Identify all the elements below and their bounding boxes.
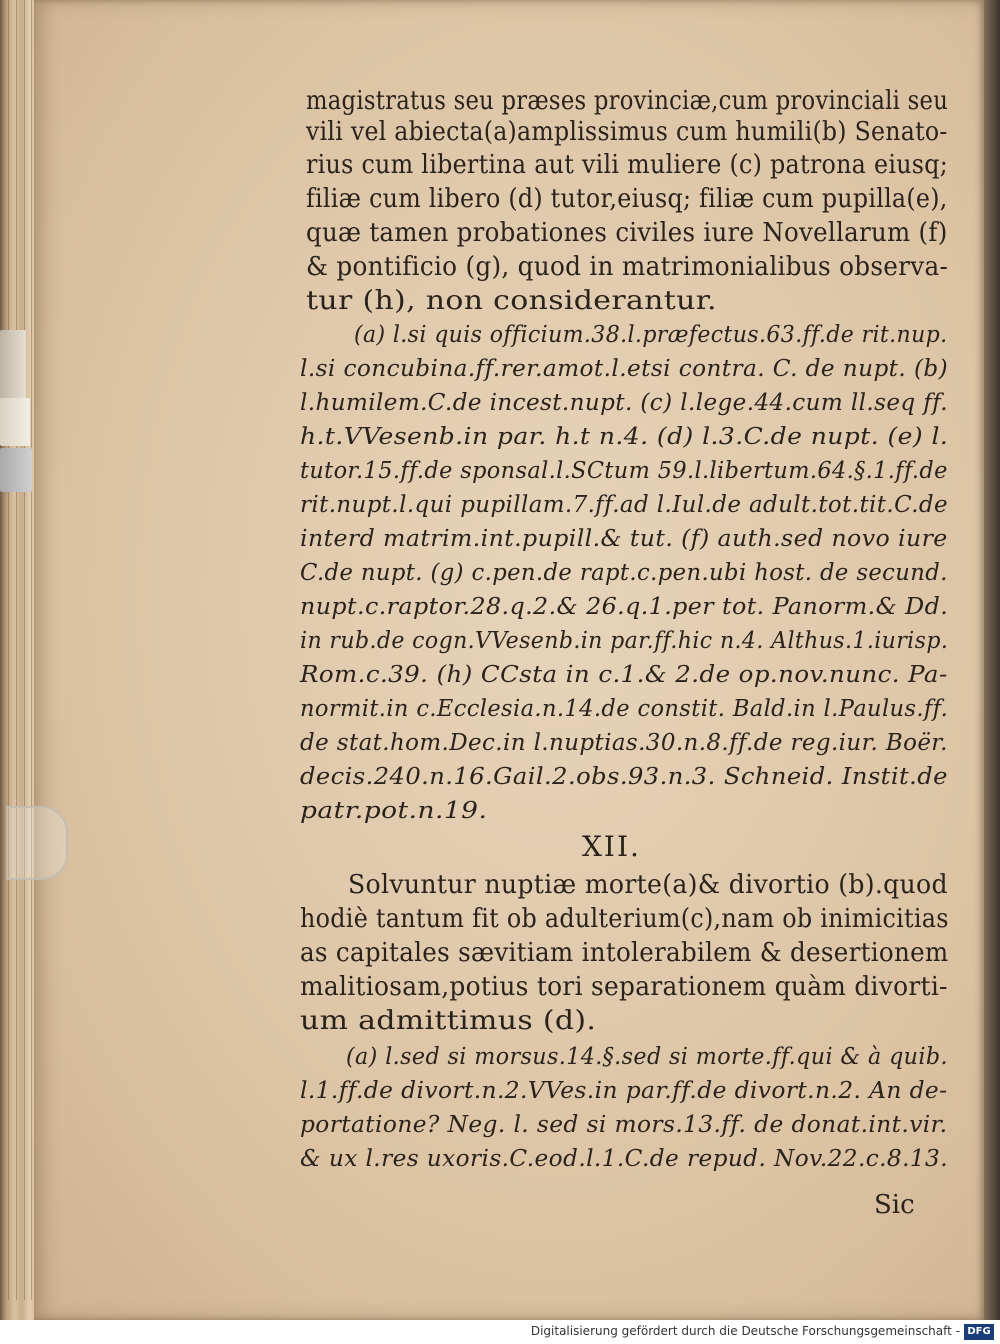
funding-credit: Digitalisierung gefördert durch die Deutsche Forschungsgemeinschaft -: [530, 1324, 960, 1338]
paper-clip: [6, 806, 68, 880]
dfg-logo: DFG: [964, 1324, 994, 1340]
footnote-line: l.humilem.C.de incest.nupt. (c) l.lege.44.cum ll.seq ff.: [300, 390, 949, 416]
footnote-line: (a) l.si quis officium.38.l.præfectus.63.ff.de rit.nup.: [354, 322, 948, 348]
body-text-line: um admittimus (d).: [300, 1006, 597, 1036]
body-text-line: magistratus seu præses provinciæ,cum provinciali seu: [306, 86, 949, 116]
body-text-line: Solvuntur nuptiæ morte(a)& divortio (b).quod: [348, 870, 948, 900]
body-text-line: rius cum libertina aut vili muliere (c) patrona eiusq;: [306, 150, 949, 180]
page-marker-tab: [0, 330, 26, 406]
footnote-line: interd matrim.int.pupill.& tut. (f) auth.sed novo iure: [300, 526, 948, 552]
footnote-line: Rom.c.39. (h) CCsta in c.1.& 2.de op.nov.nunc. Pa-: [300, 662, 948, 688]
body-text-line: vili vel abiecta(a)amplissimus cum humili(b) Senato-: [306, 117, 948, 147]
footnote-line: tutor.15.ff.de sponsal.l.SCtum 59.l.libertum.64.§.1.ff.de: [300, 458, 948, 484]
footnote-line: C.de nupt. (g) c.pen.de rapt.c.pen.ubi host. de secund.: [300, 560, 948, 586]
footnote-line: h.t.VVesenb.in par. h.t n.4. (d) l.3.C.de nupt. (e) l.: [300, 424, 949, 450]
footnote-line: rit.nupt.l.qui pupillam.7.ff.ad l.Iul.de adult.tot.tit.C.de: [300, 492, 948, 518]
footnote-line: in rub.de cogn.VVesenb.in par.ff.hic n.4. Althus.1.iurisp.: [300, 628, 949, 654]
catchword: Sic: [874, 1190, 915, 1220]
body-text-line: quæ tamen probationes civiles iure Novellarum (f): [306, 218, 948, 248]
body-text-line: tur (h), non considerantur.: [306, 286, 717, 316]
footnote-line: normit.in c.Ecclesia.n.14.de constit. Bald.in l.Paulus.ff.: [300, 696, 949, 722]
footnote-line: nupt.c.raptor.28.q.2.& 26.q.1.per tot. Panorm.& Dd.: [300, 594, 949, 620]
footnote-line: de stat.hom.Dec.in l.nuptias.30.n.8.ff.de reg.iur. Boër.: [300, 730, 948, 756]
body-text-line: hodiè tantum fit ob adulterium(c),nam ob inimicitias: [300, 904, 949, 934]
footnote-line: patr.pot.n.19.: [300, 798, 488, 824]
page-marker-tab: [0, 398, 30, 446]
page-gutter-shadow: [984, 0, 1000, 1320]
body-text-line: & pontificio (g), quod in matrimonialibus observa-: [306, 252, 949, 282]
body-text-line: filiæ cum libero (d) tutor,eiusq; filiæ cum pupilla(e),: [306, 184, 948, 214]
footnote-line: decis.240.n.16.Gail.2.obs.93.n.3. Schneid. Instit.de: [300, 764, 948, 790]
digitization-footer: [0, 1320, 1000, 1344]
body-text-line: malitiosam,potius tori separationem quàm divorti-: [300, 972, 948, 1002]
body-text-line: as capitales sævitiam intolerabilem & desertionem: [300, 938, 949, 968]
footnote-line: l.1.ff.de divort.n.2.VVes.in par.ff.de divort.n.2. An de-: [300, 1078, 948, 1104]
footnote-line: l.si concubina.ff.rer.amot.l.etsi contra. C. de nupt. (b): [300, 356, 949, 382]
footnote-line: & ux l.res uxoris.C.eod.l.1.C.de repud. Nov.22.c.8.13.: [300, 1146, 948, 1172]
footnote-line: (a) l.sed si morsus.14.§.sed si morte.ff.qui & à quib.: [346, 1044, 948, 1070]
footnote-line: portatione? Neg. l. sed si mors.13.ff. de donat.int.vir.: [300, 1112, 948, 1138]
page-marker-tab: [0, 448, 32, 492]
section-heading: XII.: [582, 830, 641, 863]
